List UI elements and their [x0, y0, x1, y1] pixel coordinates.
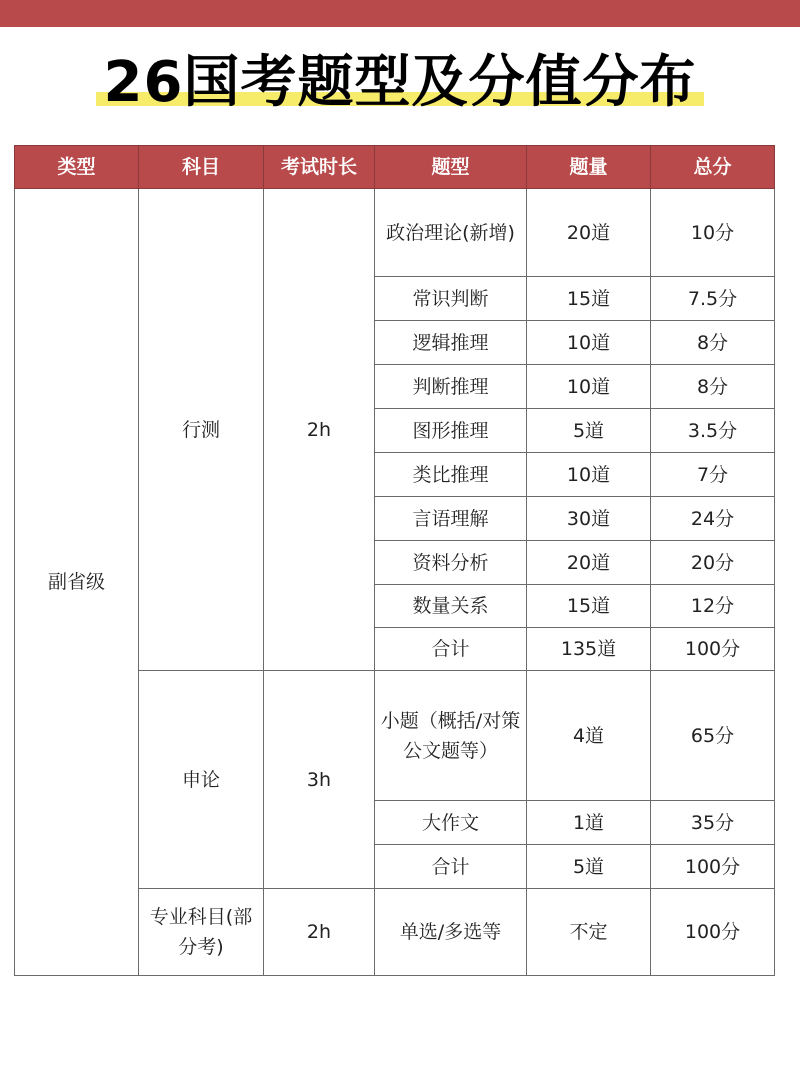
score-cell: 20分 [651, 541, 775, 585]
type-cell: 副省级 [15, 189, 139, 976]
score-cell: 7.5分 [651, 277, 775, 321]
question-count-cell: 10道 [527, 453, 651, 497]
subject-cell: 行测 [139, 189, 264, 671]
header-score: 总分 [651, 146, 775, 189]
score-cell: 65分 [651, 671, 775, 801]
question-type-cell: 常识判断 [375, 277, 527, 321]
score-cell: 8分 [651, 365, 775, 409]
question-type-cell: 政治理论(新增) [375, 189, 527, 277]
subject-cell: 专业科目(部分考) [139, 889, 264, 976]
question-count-cell: 不定 [527, 889, 651, 976]
question-count-cell: 10道 [527, 365, 651, 409]
table-row [15, 189, 775, 277]
question-count-cell: 15道 [527, 585, 651, 628]
question-count-cell: 15道 [527, 277, 651, 321]
question-type-cell: 判断推理 [375, 365, 527, 409]
exam-table [14, 145, 775, 976]
question-type-cell: 图形推理 [375, 409, 527, 453]
score-cell: 10分 [651, 189, 775, 277]
question-type-cell: 大作文 [375, 801, 527, 845]
question-count-cell: 5道 [527, 409, 651, 453]
header-duration: 考试时长 [264, 146, 375, 189]
question-type-cell: 单选/多选等 [375, 889, 527, 976]
question-count-cell: 135道 [527, 628, 651, 671]
score-cell: 100分 [651, 845, 775, 889]
duration-cell: 2h [264, 189, 375, 671]
score-cell: 3.5分 [651, 409, 775, 453]
question-type-cell: 数量关系 [375, 585, 527, 628]
question-count-cell: 10道 [527, 321, 651, 365]
subject-cell: 申论 [139, 671, 264, 889]
header-subject: 科目 [139, 146, 264, 189]
question-type-cell: 逻辑推理 [375, 321, 527, 365]
score-cell: 24分 [651, 497, 775, 541]
score-cell: 8分 [651, 321, 775, 365]
header-question-type: 题型 [375, 146, 527, 189]
score-cell: 100分 [651, 889, 775, 976]
score-cell: 35分 [651, 801, 775, 845]
score-cell: 12分 [651, 585, 775, 628]
duration-cell: 2h [264, 889, 375, 976]
header-count: 题量 [527, 146, 651, 189]
question-type-cell: 资料分析 [375, 541, 527, 585]
question-count-cell: 20道 [527, 189, 651, 277]
question-count-cell: 20道 [527, 541, 651, 585]
title-text: 26国考题型及分值分布 [103, 50, 697, 115]
header-type: 类型 [15, 146, 139, 189]
question-type-cell: 合计 [375, 628, 527, 671]
score-cell: 100分 [651, 628, 775, 671]
question-type-cell: 小题（概括/对策公文题等） [375, 671, 527, 801]
question-count-cell: 1道 [527, 801, 651, 845]
question-count-cell: 4道 [527, 671, 651, 801]
top-banner [0, 0, 800, 27]
question-type-cell: 合计 [375, 845, 527, 889]
score-cell: 7分 [651, 453, 775, 497]
page-title [104, 48, 697, 118]
question-type-cell: 类比推理 [375, 453, 527, 497]
question-count-cell: 5道 [527, 845, 651, 889]
duration-cell: 3h [264, 671, 375, 889]
question-count-cell: 30道 [527, 497, 651, 541]
question-type-cell: 言语理解 [375, 497, 527, 541]
table-header [15, 146, 775, 189]
